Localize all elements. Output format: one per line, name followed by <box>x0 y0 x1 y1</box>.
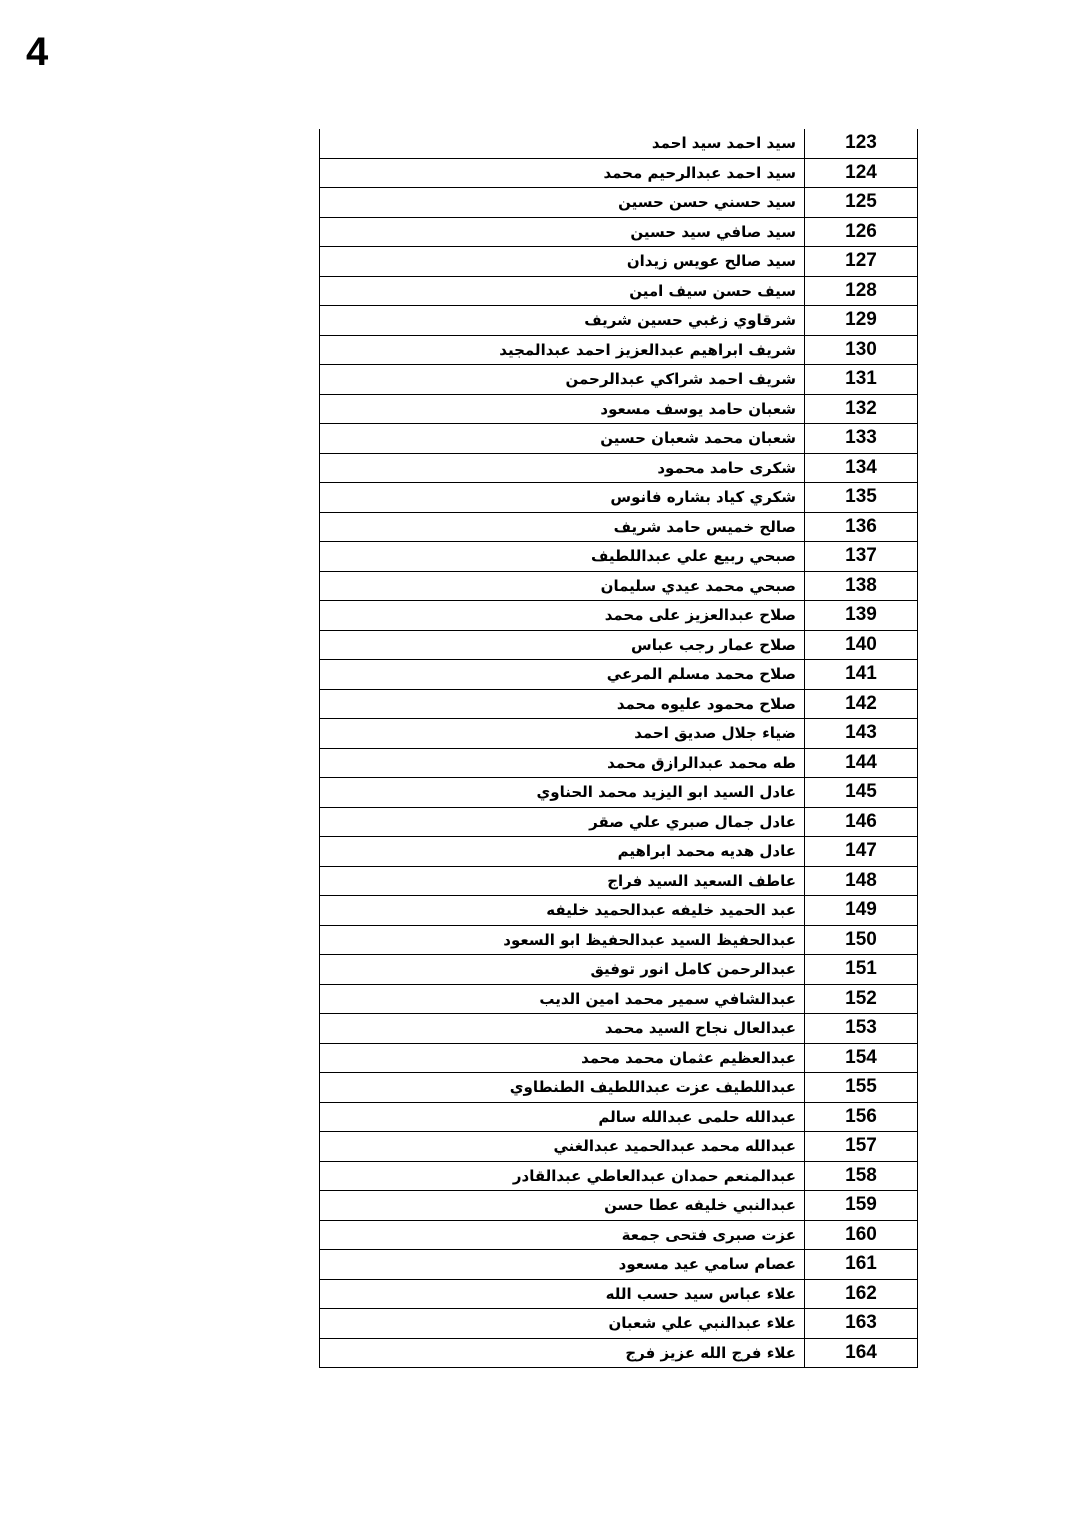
table-row <box>320 1102 918 1132</box>
names-table <box>319 129 918 1368</box>
row-number: 124 <box>805 158 918 188</box>
row-number: 139 <box>805 601 918 631</box>
row-number: 131 <box>805 365 918 395</box>
person-name: عبداللطيف عزت عبداللطيف الطنطاوي <box>320 1073 805 1103</box>
table-row <box>320 1014 918 1044</box>
row-number: 159 <box>805 1191 918 1221</box>
row-number: 158 <box>805 1161 918 1191</box>
row-number: 132 <box>805 394 918 424</box>
person-name: علاء فرج الله عزيز فرج <box>320 1338 805 1368</box>
person-name: عادل جمال صبري علي صقر <box>320 807 805 837</box>
person-name: سيد احمد عبدالرحيم محمد <box>320 158 805 188</box>
person-name: سيد صالح عويس زيدان <box>320 247 805 277</box>
person-name: صلاح محمد مسلم المرعي <box>320 660 805 690</box>
person-name: صلاح عمار رجب عباس <box>320 630 805 660</box>
row-number: 133 <box>805 424 918 454</box>
person-name: شريف احمد شراكي عبدالرحمن <box>320 365 805 395</box>
row-number: 136 <box>805 512 918 542</box>
table-row <box>320 866 918 896</box>
table-row <box>320 247 918 277</box>
row-number: 147 <box>805 837 918 867</box>
row-number: 126 <box>805 217 918 247</box>
table-row <box>320 1161 918 1191</box>
table-row <box>320 512 918 542</box>
table-row <box>320 837 918 867</box>
table-row <box>320 424 918 454</box>
row-number: 141 <box>805 660 918 690</box>
person-name: عبدالعظيم عثمان محمد محمد <box>320 1043 805 1073</box>
row-number: 153 <box>805 1014 918 1044</box>
person-name: عبدالعال نجاح السيد محمد <box>320 1014 805 1044</box>
person-name: عادل السيد ابو اليزيد محمد الحناوي <box>320 778 805 808</box>
row-number: 128 <box>805 276 918 306</box>
person-name: عبدالله محمد عبدالحميد عبدالغني <box>320 1132 805 1162</box>
row-number: 152 <box>805 984 918 1014</box>
table-row <box>320 129 918 158</box>
table-row <box>320 188 918 218</box>
person-name: طه محمد عبدالرازق محمد <box>320 748 805 778</box>
row-number: 161 <box>805 1250 918 1280</box>
person-name: عزت صبرى فتحى جمعة <box>320 1220 805 1250</box>
person-name: سيد حسني حسن حسين <box>320 188 805 218</box>
person-name: علاء عباس سيد حسب الله <box>320 1279 805 1309</box>
table-row <box>320 542 918 572</box>
row-number: 151 <box>805 955 918 985</box>
table-row <box>320 719 918 749</box>
person-name: صلاح عبدالعزيز على محمد <box>320 601 805 631</box>
table-row <box>320 1279 918 1309</box>
table-row <box>320 748 918 778</box>
row-number: 157 <box>805 1132 918 1162</box>
table-row <box>320 306 918 336</box>
person-name: عاطف السعيد السيد فراج <box>320 866 805 896</box>
table-row <box>320 984 918 1014</box>
table-row <box>320 1338 918 1368</box>
row-number: 140 <box>805 630 918 660</box>
row-number: 135 <box>805 483 918 513</box>
person-name: علاء عبدالنبي علي شعبان <box>320 1309 805 1339</box>
table-row <box>320 276 918 306</box>
row-number: 162 <box>805 1279 918 1309</box>
row-number: 138 <box>805 571 918 601</box>
table-row <box>320 1220 918 1250</box>
table-row <box>320 571 918 601</box>
person-name: صبحي محمد عيدي سليمان <box>320 571 805 601</box>
row-number: 130 <box>805 335 918 365</box>
table-row <box>320 1191 918 1221</box>
row-number: 155 <box>805 1073 918 1103</box>
row-number: 164 <box>805 1338 918 1368</box>
person-name: شرقاوي زغبي حسين شريف <box>320 306 805 336</box>
person-name: شعبان حامد يوسف مسعود <box>320 394 805 424</box>
person-name: سيد احمد سيد احمد <box>320 129 805 158</box>
row-number: 142 <box>805 689 918 719</box>
table-row <box>320 1043 918 1073</box>
person-name: عبدالله حلمى عبدالله سالم <box>320 1102 805 1132</box>
page-number: 4 <box>26 30 49 74</box>
person-name: عبدالنبي خليفه عطا حسن <box>320 1191 805 1221</box>
table-row <box>320 601 918 631</box>
row-number: 148 <box>805 866 918 896</box>
table-row <box>320 335 918 365</box>
table-row <box>320 689 918 719</box>
table-row <box>320 394 918 424</box>
table-row <box>320 1309 918 1339</box>
table-row <box>320 158 918 188</box>
table-row <box>320 955 918 985</box>
table-row <box>320 483 918 513</box>
person-name: عبدالرحمن كامل انور توفيق <box>320 955 805 985</box>
row-number: 137 <box>805 542 918 572</box>
person-name: صالح خميس حامد شريف <box>320 512 805 542</box>
person-name: عبد الحميد خليفه عبدالحميد خليفه <box>320 896 805 926</box>
person-name: صلاح محمود عليوه محمد <box>320 689 805 719</box>
person-name: شكرى حامد محمود <box>320 453 805 483</box>
table-row <box>320 925 918 955</box>
person-name: عادل هديه محمد ابراهيم <box>320 837 805 867</box>
table-row <box>320 453 918 483</box>
table-row <box>320 1132 918 1162</box>
row-number: 149 <box>805 896 918 926</box>
table-row <box>320 630 918 660</box>
row-number: 145 <box>805 778 918 808</box>
person-name: سيد صافي سيد حسين <box>320 217 805 247</box>
table-row <box>320 1073 918 1103</box>
row-number: 163 <box>805 1309 918 1339</box>
table-row <box>320 896 918 926</box>
person-name: عبدالحفيظ السيد عبدالحفيظ ابو السعود <box>320 925 805 955</box>
row-number: 146 <box>805 807 918 837</box>
person-name: سيف حسن سيف امين <box>320 276 805 306</box>
row-number: 156 <box>805 1102 918 1132</box>
names-table-body <box>320 129 918 1368</box>
row-number: 160 <box>805 1220 918 1250</box>
row-number: 123 <box>805 129 918 158</box>
row-number: 143 <box>805 719 918 749</box>
row-number: 134 <box>805 453 918 483</box>
row-number: 125 <box>805 188 918 218</box>
person-name: عصام سامي عيد مسعود <box>320 1250 805 1280</box>
row-number: 144 <box>805 748 918 778</box>
person-name: ضياء جلال صديق احمد <box>320 719 805 749</box>
person-name: صبحي ربيع علي عبداللطيف <box>320 542 805 572</box>
table-row <box>320 365 918 395</box>
table-row <box>320 778 918 808</box>
table-row <box>320 217 918 247</box>
person-name: عبدالشافي سمير محمد امين الديب <box>320 984 805 1014</box>
row-number: 150 <box>805 925 918 955</box>
row-number: 127 <box>805 247 918 277</box>
person-name: شكري كياد بشاره فانوس <box>320 483 805 513</box>
table-row <box>320 807 918 837</box>
table-row <box>320 660 918 690</box>
person-name: شعبان محمد شعبان حسين <box>320 424 805 454</box>
row-number: 129 <box>805 306 918 336</box>
row-number: 154 <box>805 1043 918 1073</box>
person-name: شريف ابراهيم عبدالعزيز احمد عبدالمجيد <box>320 335 805 365</box>
person-name: عبدالمنعم حمدان عبدالعاطي عبدالقادر <box>320 1161 805 1191</box>
table-row <box>320 1250 918 1280</box>
